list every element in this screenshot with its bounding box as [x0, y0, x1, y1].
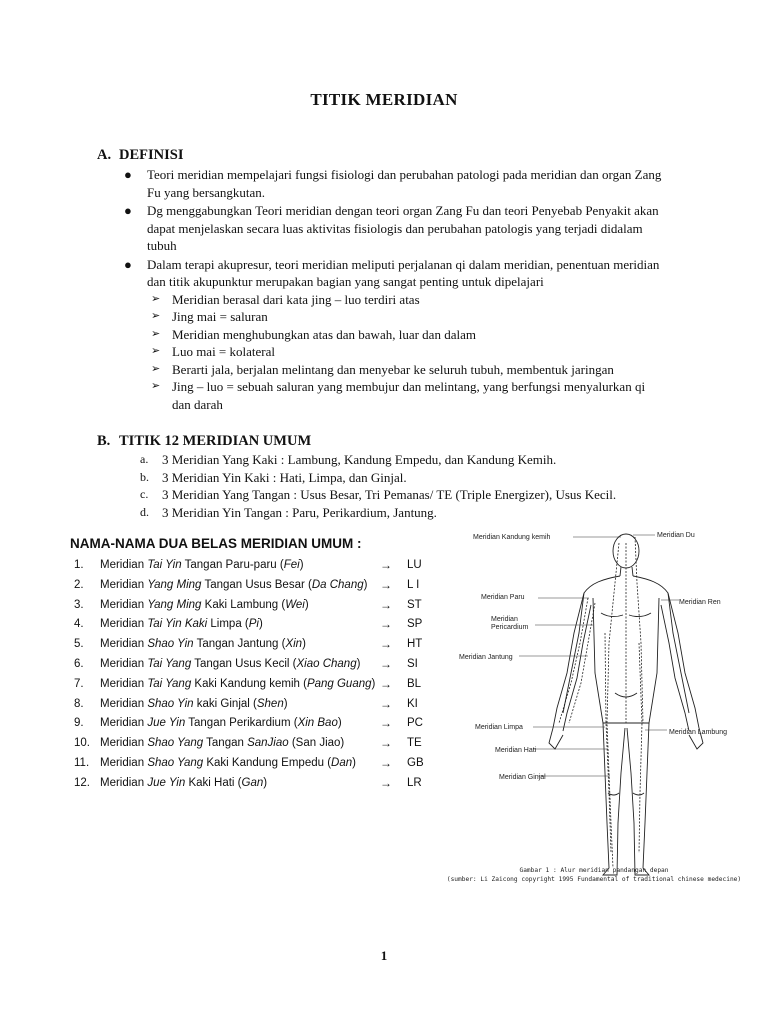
row-text-d: Xin	[285, 638, 303, 651]
row-text-e: (San Jiao)	[288, 737, 345, 750]
row-text-c: Kaki Kandung kemih (	[191, 677, 307, 690]
row-text-e: )	[356, 657, 361, 670]
item-letter: b.	[140, 469, 149, 484]
bullet-icon: ●	[124, 167, 132, 182]
sub-point	[147, 378, 662, 413]
row-text-b: Tai Yang	[147, 677, 192, 690]
item-letter: d.	[140, 504, 149, 519]
list-item	[140, 469, 700, 487]
row-text-a: Meridian	[100, 697, 148, 710]
row-text-c: Tangan Usus Kecil (	[191, 657, 297, 670]
label-hati: Meridian Hati	[495, 747, 537, 754]
sub-point-list	[147, 291, 662, 414]
meridian-row	[74, 655, 430, 675]
meridian-row	[74, 754, 430, 774]
row-text-b: Yang Ming	[147, 578, 202, 591]
row-text-d: Shen	[256, 697, 284, 710]
right-arrow-icon: →	[380, 637, 392, 652]
sub-point	[147, 361, 662, 379]
row-text-d: Gan	[241, 776, 264, 789]
row-text-b: Jue Yin	[147, 776, 186, 789]
row-number: 12.	[74, 776, 90, 789]
sub-point	[147, 308, 662, 326]
item-text: 3 Meridian Yang Kaki : Lambung, Kandung Empedu, dan Kandung Kemih.	[162, 452, 557, 467]
page-title: TITIK MERIDIAN	[310, 90, 458, 109]
row-text-d: Wei	[285, 598, 305, 611]
label-limpa: Meridian Limpa	[475, 724, 523, 731]
row-text-b: Shao Yin	[147, 638, 194, 651]
row-text-e: )	[371, 677, 376, 690]
label-du: Meridian Du	[657, 532, 695, 539]
row-number: 9.	[74, 717, 84, 730]
row-text-c: Kaki Lambung (	[201, 598, 286, 611]
row-text-d: Dan	[331, 756, 353, 769]
list-item	[140, 451, 700, 469]
row-text-e: )	[337, 717, 342, 730]
label-ren: Meridian Ren	[679, 599, 721, 606]
row-number: 3.	[74, 598, 84, 611]
meridian-groups-list	[140, 451, 700, 521]
row-text	[100, 678, 375, 690]
row-text	[100, 698, 288, 710]
row-text-a: Meridian	[100, 578, 148, 591]
row-text-b: Jue Yin	[147, 717, 186, 730]
meridian-code: L I	[407, 578, 420, 591]
row-text-a: Meridian	[100, 737, 148, 750]
meridian-list-title: NAMA-NAMA DUA BELAS MERIDIAN UMUM :	[70, 536, 362, 551]
row-text-e: )	[283, 697, 288, 710]
row-text-e: )	[263, 776, 268, 789]
sub-point	[147, 326, 662, 344]
row-text-b: Tai Yin	[147, 559, 182, 571]
section-a-label: A.	[97, 147, 112, 163]
figure-caption-source: (sumber: Li Zaicong copyright 1995 Fundamental of traditional chinese medecine)	[446, 876, 742, 883]
row-text-b: Tai Yin Kaki	[147, 618, 208, 631]
meridian-name-list	[74, 556, 430, 794]
label-pericardium-1: Meridian	[491, 616, 518, 623]
meridian-row	[74, 675, 430, 695]
arrowhead-icon: ➢	[151, 327, 161, 340]
sub-point	[147, 343, 662, 361]
meridian-code: ST	[407, 598, 422, 611]
row-text-d: Fei	[283, 559, 300, 571]
row-number: 7.	[74, 677, 84, 690]
bullet-icon: ●	[124, 256, 132, 272]
row-number: 2.	[74, 578, 84, 591]
row-text	[100, 559, 304, 571]
row-text-a: Meridian	[100, 598, 148, 611]
row-text-a: Meridian	[100, 618, 148, 631]
meridian-row	[74, 714, 430, 734]
row-text	[100, 579, 367, 591]
meridian-row	[74, 556, 430, 576]
item-text: 3 Meridian Yin Kaki : Hati, Limpa, dan Ginjal.	[162, 469, 407, 485]
row-text-e: )	[363, 578, 368, 591]
row-text-a: Meridian	[100, 677, 148, 690]
meridian-code: SI	[407, 657, 418, 670]
label-paru: Meridian Paru	[481, 594, 525, 601]
row-text-c: Limpa (	[207, 618, 249, 631]
row-text	[100, 717, 342, 729]
row-text-a: Meridian	[100, 717, 148, 730]
item-letter: a.	[140, 452, 149, 466]
meridian-row	[74, 615, 430, 635]
page-number: 1	[380, 948, 388, 963]
list-item	[122, 202, 662, 255]
right-arrow-icon: →	[380, 577, 392, 592]
row-number: 11.	[74, 756, 90, 769]
meridian-code: LU	[407, 559, 422, 571]
list-item	[122, 166, 662, 201]
row-text-a: Meridian	[100, 638, 148, 651]
row-text-b: Shao Yang	[147, 737, 204, 750]
row-text-d: SanJiao	[247, 737, 289, 750]
sub-point-text: Jing – luo = sebuah saluran yang membujur dan melintang, yang berfungsi menyalurkan qi dan darah	[172, 379, 646, 412]
section-a-heading	[97, 147, 183, 164]
row-text	[100, 737, 344, 749]
row-text-c: Tangan Usus Besar (	[201, 578, 312, 591]
row-text-c: Tangan Paru-paru (	[181, 559, 284, 571]
row-text-e: )	[352, 756, 356, 769]
row-text	[100, 618, 263, 630]
section-b-label: B.	[97, 433, 111, 449]
meridian-code: TE	[407, 737, 422, 750]
row-text-c: kaki Ginjal (	[193, 697, 257, 710]
item-letter: c.	[140, 487, 149, 501]
row-text-e: )	[299, 559, 304, 571]
row-text	[100, 658, 360, 670]
right-arrow-icon: →	[380, 696, 392, 711]
row-text-c: Kaki Hati (	[185, 776, 242, 789]
row-text	[100, 777, 267, 789]
right-arrow-icon: →	[380, 597, 392, 612]
row-text-d: Da Chang	[311, 578, 364, 591]
row-text-a: Meridian	[100, 559, 148, 571]
label-kandung-kemih: Meridian Kandung kemih	[473, 534, 551, 541]
right-arrow-icon: →	[380, 656, 392, 671]
arrowhead-icon: ➢	[151, 292, 161, 305]
row-text-b: Tai Yang	[147, 657, 192, 670]
row-number: 1.	[74, 559, 84, 571]
label-lambung: Meridian Lambung	[669, 729, 727, 736]
row-text-b: Shao Yin	[147, 697, 194, 710]
sub-point	[147, 291, 662, 309]
row-text-c: Tangan Perikardium (	[185, 717, 298, 730]
meridian-row	[74, 774, 430, 794]
meridian-code: LR	[407, 776, 422, 789]
row-text-d: Pi	[248, 618, 259, 631]
right-arrow-icon: →	[380, 716, 392, 731]
figure-labels	[459, 532, 727, 781]
row-text-a: Meridian	[100, 776, 148, 789]
row-text-d: Pang Guang	[306, 677, 372, 690]
section-a-title: DEFINISI	[119, 147, 184, 163]
meridian-row	[74, 734, 430, 754]
right-arrow-icon: →	[380, 676, 392, 691]
arrowhead-icon: ➢	[151, 345, 161, 357]
row-text	[100, 638, 306, 650]
right-arrow-icon: →	[380, 755, 392, 770]
label-jantung: Meridian Jantung	[459, 654, 513, 661]
item-text: 3 Meridian Yin Tangan : Paru, Perikardium, Jantung.	[162, 504, 437, 520]
row-number: 10.	[74, 737, 90, 750]
row-text-a: Meridian	[100, 657, 148, 670]
right-arrow-icon: →	[380, 617, 392, 632]
meridian-code: HT	[407, 638, 423, 651]
row-text-e: )	[302, 638, 306, 651]
bullet-text: Teori meridian mempelajari fungsi fisiologi dan perubahan patologi pada meridian dan organ Zang Fu yang bersangkutan.	[147, 167, 662, 200]
list-item	[140, 504, 700, 522]
sub-point-text: Meridian menghubungkan atas dan bawah, luar dan dalam	[172, 326, 476, 342]
item-text: 3 Meridian Yang Tangan : Usus Besar, Tri Pemanas/ TE (Triple Energizer), Usus Kecil.	[162, 487, 617, 502]
row-text-b: Shao Yang	[147, 756, 204, 769]
row-text-c: Tangan Jantung (	[193, 638, 286, 651]
bullet-text: Dg menggabungkan Teori meridian dengan teori organ Zang Fu dan teori Penyebab Penyakit akan dapat menjelaskan secara luas aktivitas fisiologis dan perubahan patologis yang terjadi didalam tubuh	[147, 203, 659, 253]
sub-point-text: Jing mai = saluran	[172, 309, 268, 324]
arrowhead-icon: ➢	[151, 362, 161, 375]
row-number: 5.	[74, 638, 84, 651]
figure-caption	[434, 866, 754, 884]
section-b-heading	[97, 433, 311, 450]
row-text-a: Meridian	[100, 756, 148, 769]
row-text	[100, 599, 309, 611]
row-text-b: Yang Ming	[147, 598, 202, 611]
row-text-d: Xin Bao	[297, 717, 338, 730]
list-item	[140, 486, 700, 504]
meridian-row	[74, 596, 430, 616]
right-arrow-icon: →	[380, 775, 392, 790]
arrowhead-icon: ➢	[151, 380, 161, 392]
meridian-code: PC	[407, 717, 423, 730]
row-text	[100, 757, 356, 769]
definition-list	[122, 166, 662, 414]
right-arrow-icon: →	[380, 736, 392, 751]
row-number: 6.	[74, 657, 84, 670]
sub-point-text: Berarti jala, berjalan melintang dan menyebar ke seluruh tubuh, membentuk jaringan	[172, 361, 614, 377]
sub-point-text: Meridian berasal dari kata jing – luo terdiri atas	[172, 291, 420, 307]
row-text-e: )	[304, 598, 309, 611]
row-text-d: Xiao Chang	[296, 657, 357, 670]
row-text-e: )	[258, 618, 263, 631]
row-number: 8.	[74, 697, 84, 710]
right-arrow-icon: →	[380, 558, 392, 572]
bullet-icon: ●	[124, 203, 132, 218]
meridian-code: KI	[407, 697, 418, 710]
meridian-code: GB	[407, 756, 424, 769]
row-number: 4.	[74, 618, 84, 631]
meridian-code: SP	[407, 618, 423, 631]
arrowhead-icon: ➢	[151, 310, 161, 322]
figure-caption-title: Gambar 1 : Alur meridian pandangan depan	[519, 867, 669, 874]
row-text-c: Tangan	[203, 737, 248, 750]
section-b-title: TITIK 12 MERIDIAN UMUM	[119, 433, 312, 449]
bullet-text: Dalam terapi akupresur, teori meridian meliputi perjalanan qi dalam meridian, penentuan meridian dan titik akupunktur merupakan bagian yang sangat penting untuk dipelajari	[147, 256, 660, 289]
meridian-code: BL	[407, 677, 422, 690]
sub-point-text: Luo mai = kolateral	[172, 344, 275, 359]
list-item	[122, 256, 662, 414]
label-ginjal: Meridian Ginjal	[499, 774, 546, 781]
meridian-row	[74, 576, 430, 596]
meridian-lines	[559, 537, 643, 868]
meridian-row	[74, 695, 430, 715]
row-text-c: Kaki Kandung Empedu (	[203, 756, 332, 769]
meridian-body-figure	[443, 523, 753, 895]
label-leaders	[519, 535, 679, 776]
meridian-row	[74, 635, 430, 655]
label-pericardium-2: Pericardium	[491, 624, 529, 631]
